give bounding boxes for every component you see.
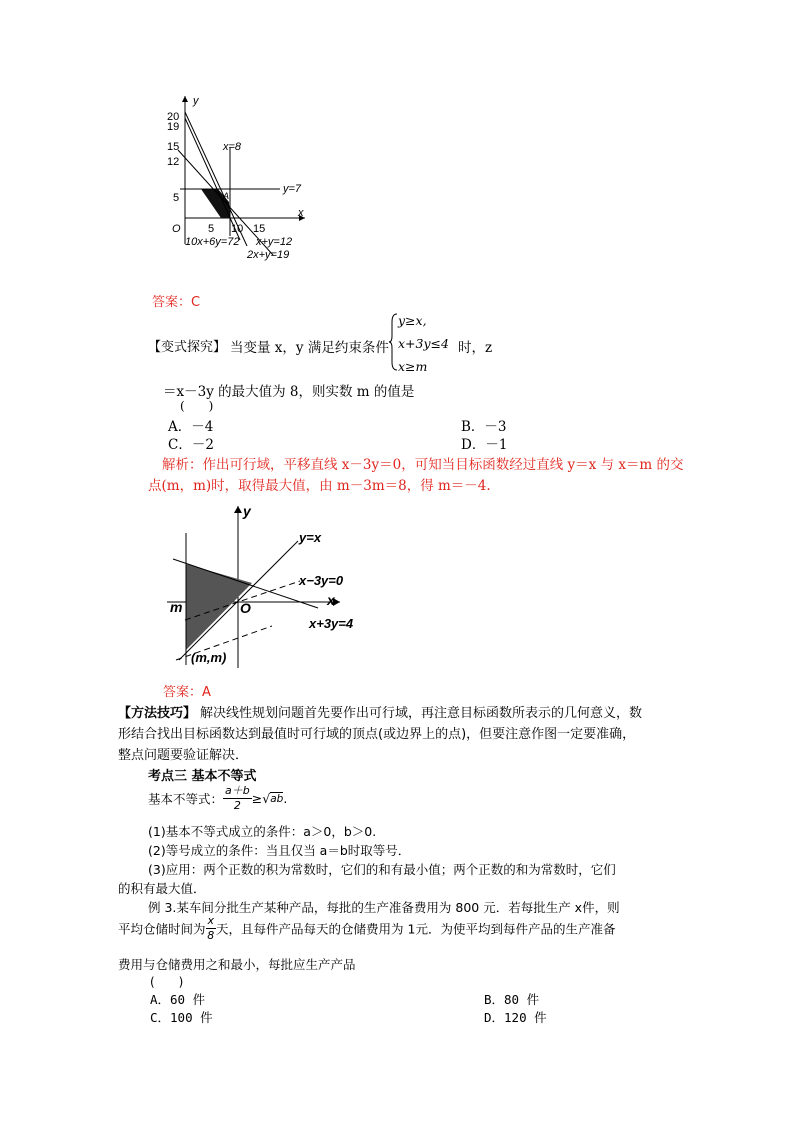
tips-line-1: 解决线性规划问题首先要作出可行域，再注意目标函数所表示的几何意义，数	[200, 706, 643, 721]
x-tick: 5	[208, 223, 215, 235]
feasible-region-figure-2	[160, 500, 380, 675]
ineq-fraction	[223, 784, 252, 813]
example-frac-numerator: x	[207, 914, 215, 927]
constraint-2: x+3y≤4	[398, 336, 449, 351]
variant-line-2: ＝x－3y 的最大值为 8，则实数 m 的值是	[163, 384, 415, 400]
line-yx-label: y=x	[299, 530, 322, 545]
answer-2: 答案：A	[163, 685, 211, 700]
x-tick: 10	[231, 223, 244, 235]
analysis-line-1: 解析：作出可行域，平移直线 x－3y＝0，可知当目标函数经过直线 y＝x 与 x＝m 的交	[162, 457, 684, 473]
example-line-2b: 天，且每件产品每天的仓储费用为 1元．为使平均到每件产品的生产准备	[216, 921, 616, 937]
example-option-b: B．80 件	[484, 992, 540, 1007]
example-line-1: 例 3.某车间分批生产某种产品，每批的生产准备费用为 800 元．若每批生产 x件，则	[148, 900, 620, 915]
y-tick: 5	[173, 192, 180, 204]
line-y7-label: y=7	[283, 183, 302, 195]
line-2xy19-label: 2x+y=19	[247, 249, 290, 261]
analysis-line-2: 点(m，m)时，取得最大值，由 m－3m＝8，得 m＝－4.	[148, 478, 491, 494]
constraint-3: x≥m	[398, 359, 428, 374]
sqrt-body: ab	[270, 792, 284, 805]
ineq-end: .	[283, 791, 288, 806]
feasible-region-figure-1	[150, 92, 320, 262]
example-frac-denominator: 8	[207, 929, 215, 942]
point-mm-label: (m,m)	[191, 650, 227, 665]
example-option-c: C．100 件	[150, 1010, 213, 1025]
y-tick: 12	[167, 156, 180, 168]
option-b: B．－3	[461, 419, 507, 435]
line-xy12-label: x+y=12	[256, 236, 293, 248]
y-tick: 15	[167, 141, 180, 153]
section-heading: 考点三 基本不等式	[148, 769, 257, 784]
option-c: C．－2	[168, 437, 214, 453]
origin-label: O	[240, 600, 251, 616]
example-line-2	[118, 914, 615, 943]
condition-2: (2)等号成立的条件：当且仅当 a＝b时取等号．	[148, 843, 411, 858]
x-axis-label: x	[298, 207, 304, 219]
tips-title: 【方法技巧】	[118, 706, 197, 721]
application-line-2: 的积有最大值．	[118, 881, 206, 896]
example-option-a: A．60 件	[150, 992, 206, 1007]
tips-line-3: 整点问题要验证解决．	[118, 748, 249, 763]
example-line-3: 费用与仓储费用之和最小，每批应生产产品	[118, 957, 356, 972]
frac-denominator: 2	[233, 799, 241, 812]
condition-1: (1)基本不等式成立的条件：a＞0，b＞0.	[148, 824, 377, 839]
sqrt-icon: √	[262, 791, 271, 806]
point-a-label: A	[223, 191, 230, 201]
line-x3y4-label: x+3y=4	[309, 616, 354, 631]
line-10x6y72-label: 10x+6y=72	[185, 236, 240, 248]
tips-line-2: 形结合找出目标函数达到最值时可行域的顶点(或边界上的点)，但要注意作图一定要准确，	[118, 727, 636, 742]
y-axis-label: y	[193, 95, 199, 107]
frac-numerator: a＋b	[225, 784, 250, 797]
y-tick: 19	[167, 121, 180, 133]
basic-inequality	[148, 784, 287, 813]
ineq-prefix: 基本不等式：	[148, 791, 224, 807]
ineq-relation: ≥	[251, 791, 263, 806]
example-option-d: D．120 件	[484, 1010, 547, 1025]
option-d: D．－1	[461, 437, 508, 453]
example-paren: ( )	[150, 975, 184, 989]
origin-label: O	[172, 223, 181, 235]
m-label: m	[170, 599, 183, 615]
line-x3y0-label: x−3y=0	[299, 573, 344, 588]
example-line-2a: 平均仓储时间为	[118, 921, 206, 937]
application-line-1: (3)应用：两个正数的积为常数时，它们的和有最小值；两个正数的和为常数时，它们	[148, 862, 616, 877]
option-a: A．－4	[168, 419, 214, 435]
example-fraction	[206, 914, 217, 943]
y-axis-label: y	[243, 503, 251, 519]
x-axis-label: x	[327, 592, 335, 608]
constraint-1: y≥x,	[398, 313, 427, 328]
x-tick: 15	[253, 223, 266, 235]
variant-text-b: 时，z	[458, 340, 493, 356]
variant-title: 【变式探究】	[148, 340, 227, 355]
variant-text-a: 当变量 x，y 满足约束条件	[230, 340, 389, 356]
answer-1: 答案：C	[152, 295, 201, 310]
line-x8-label: x=8	[223, 141, 242, 153]
variant-paren: ( )	[180, 399, 214, 413]
y-tick: 20	[167, 111, 180, 123]
